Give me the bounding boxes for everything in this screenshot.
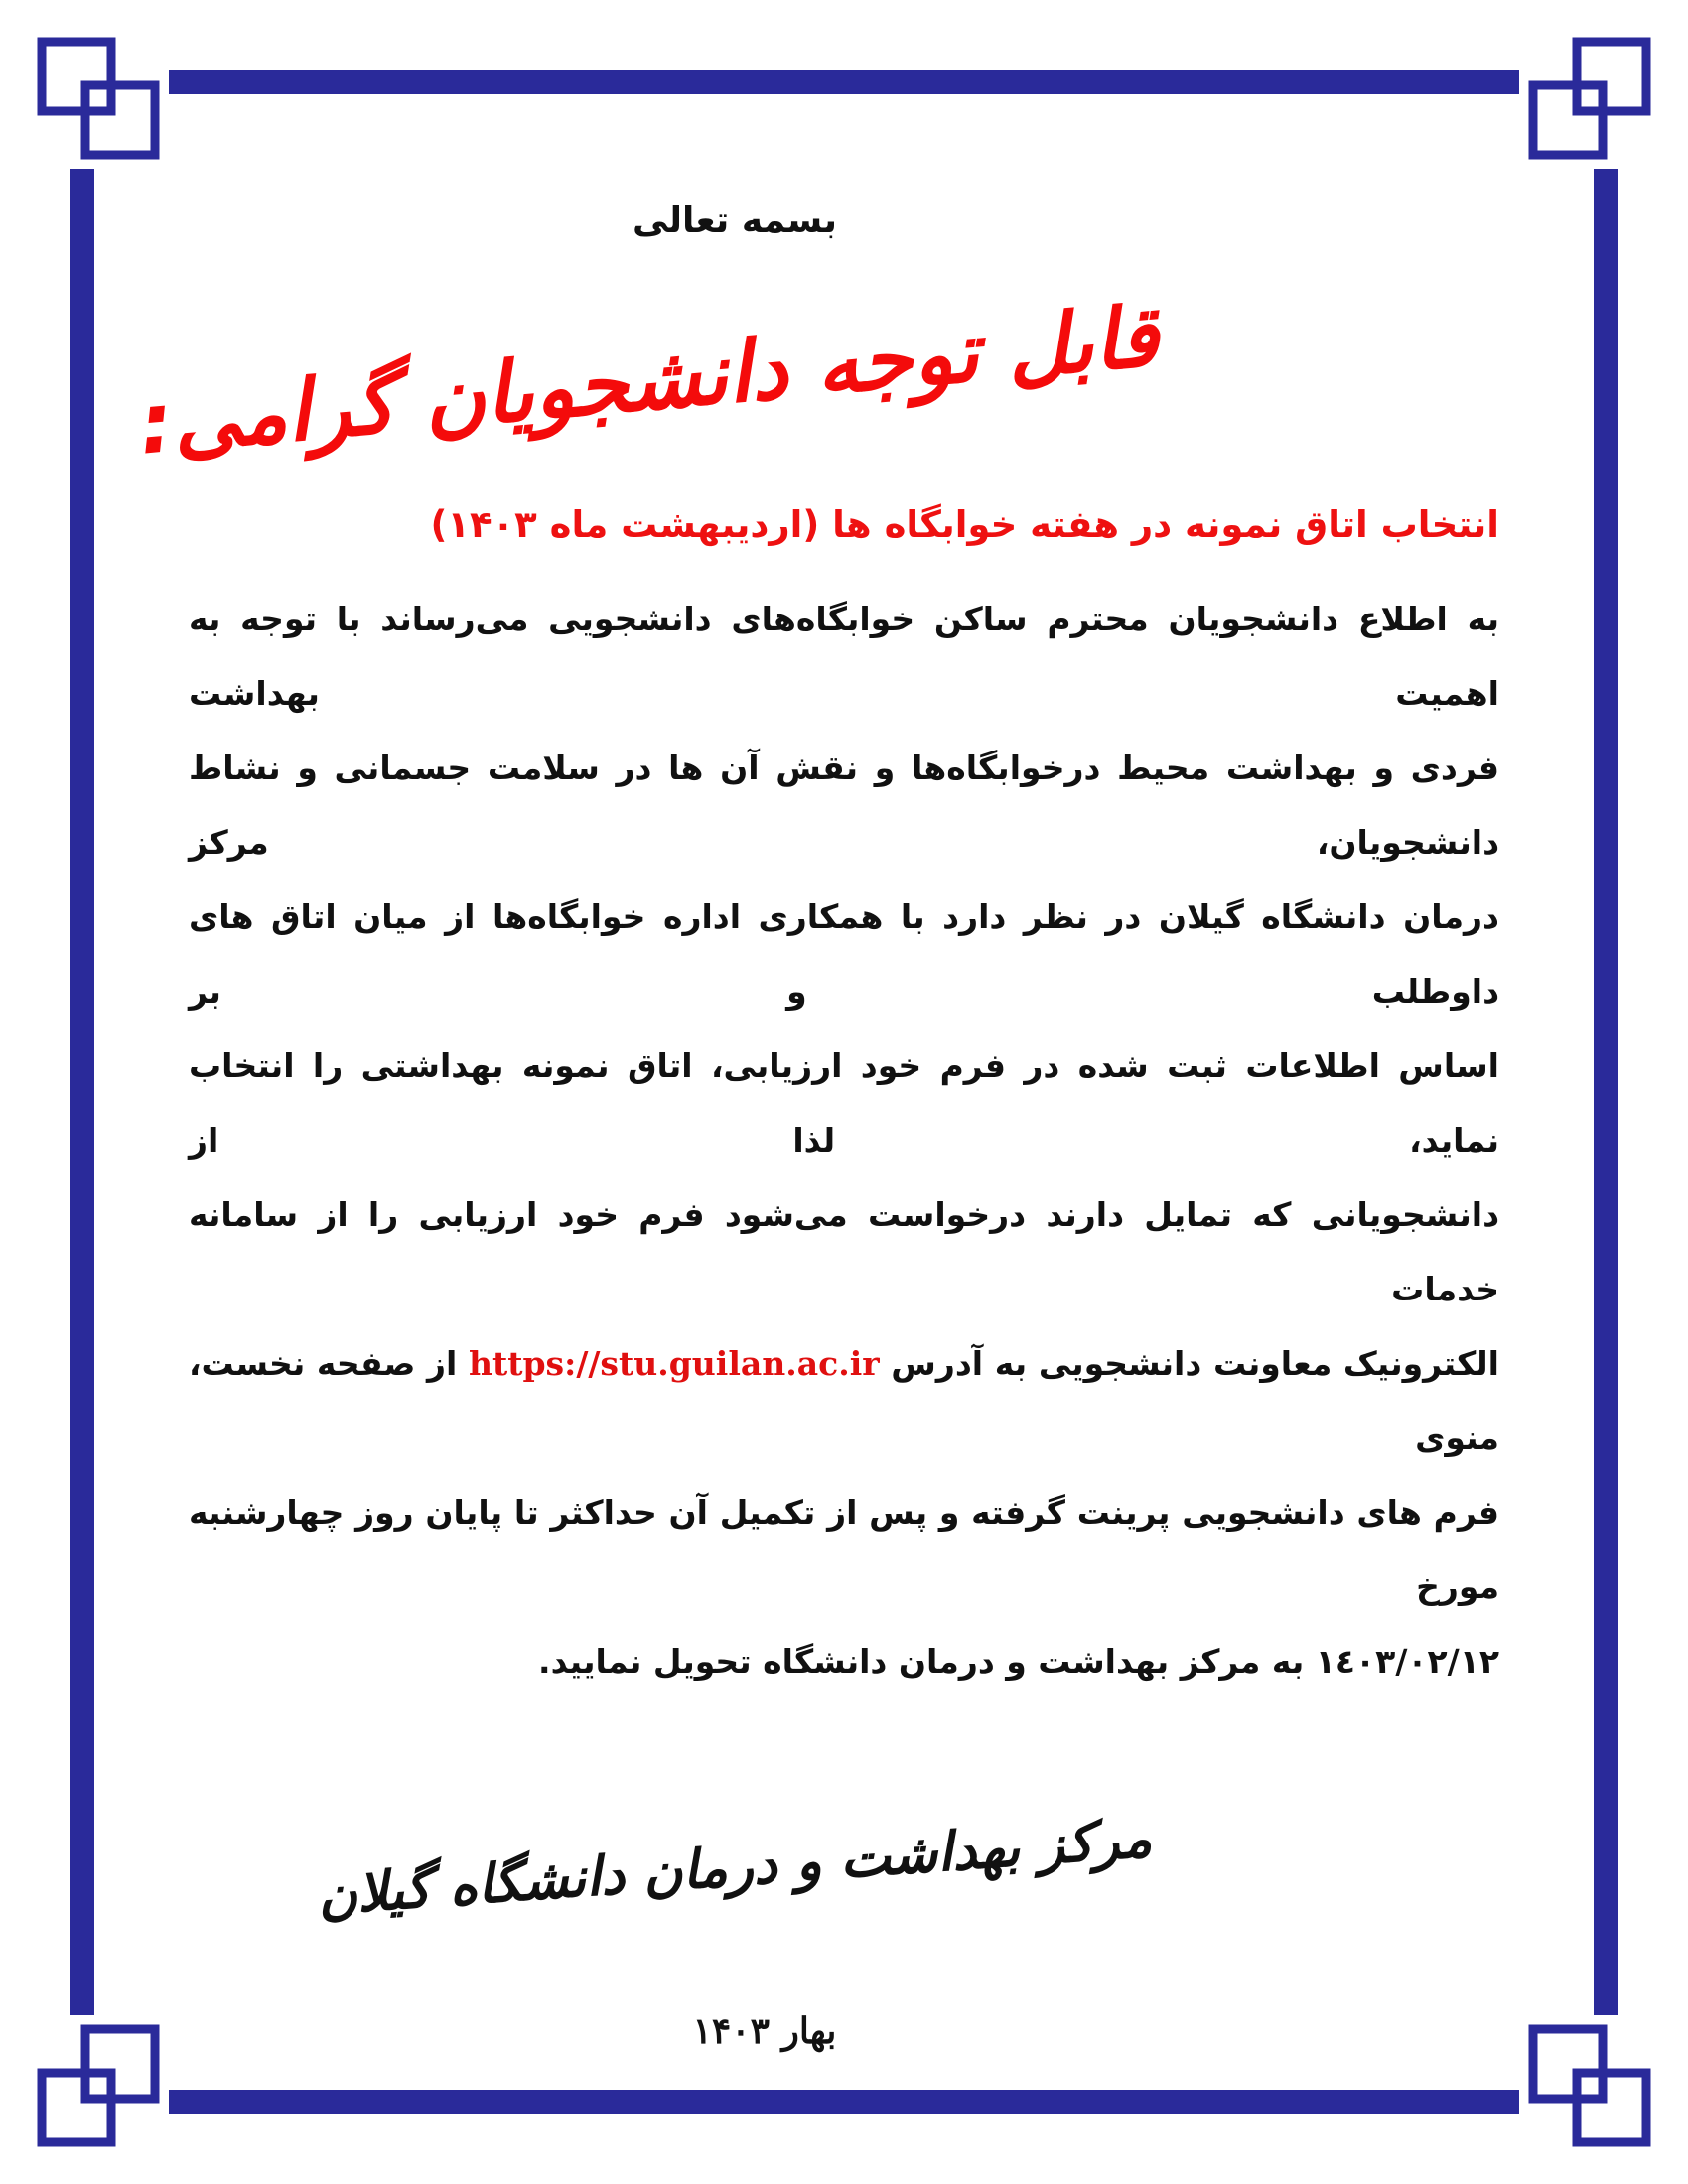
body-line: دانشجویانی که تمایل دارند درخواست می‌شود فرم خود ارزیابی را از سامانه خدمات [189, 1195, 1499, 1308]
portal-url: https://stu.guilan.ac.ir [469, 1344, 880, 1383]
signature-line [189, 1806, 1281, 1984]
notice-heading: انتخاب اتاق نمونه در هفته خوابگاه ها (اردیبهشت ماه ۱۴۰۳) [430, 503, 1499, 546]
attention-line [135, 269, 1499, 474]
bismillah-text: بسمه تعالی [633, 201, 837, 241]
body-paragraph [189, 582, 1499, 1699]
body-line: الکترونیک معاونت دانشجویی به آدرس https://stu.guilan.ac.ir از صفحه نخست، منوی [189, 1344, 1499, 1457]
body-line: درمان دانشگاه گیلان در نظر دارد با همکاری اداره خوابگاه‌ها از میان اتاق های داوطلب و بر [189, 897, 1499, 1011]
season-year-text: بهار ۱۴۰۳ [692, 2010, 837, 2052]
letter-content [99, 99, 1589, 2085]
body-line: اساس اطلاعات ثبت شده در فرم خود ارزیابی، اتاق نمونه بهداشتی را انتخاب نماید، لذا از [189, 1046, 1499, 1160]
signature-calligraphy: مرکز بهداشت و درمان دانشگاه گیلان [315, 1806, 1155, 1928]
attention-calligraphy: قابل توجه دانشجویان گرامی: [135, 287, 1163, 474]
body-line: ١٤٠٣/٠٢/١٢ به مرکز بهداشت و درمان دانشگاه تحویل نمایید. [538, 1642, 1499, 1681]
body-line: فردی و بهداشت محیط درخوابگاه‌ها و نقش آن ها در سلامت جسمانی و نشاط دانشجویان، مرکز [189, 749, 1499, 862]
body-line: به اطلاع دانشجویان محترم ساکن خوابگاه‌های دانشجویی می‌رساند با توجه به اهمیت بهداشت [189, 600, 1499, 713]
body-line: فرم های دانشجویی پرینت گرفته و پس از تکمیل آن حداکثر تا پایان روز چهارشنبه مورخ [189, 1493, 1499, 1606]
